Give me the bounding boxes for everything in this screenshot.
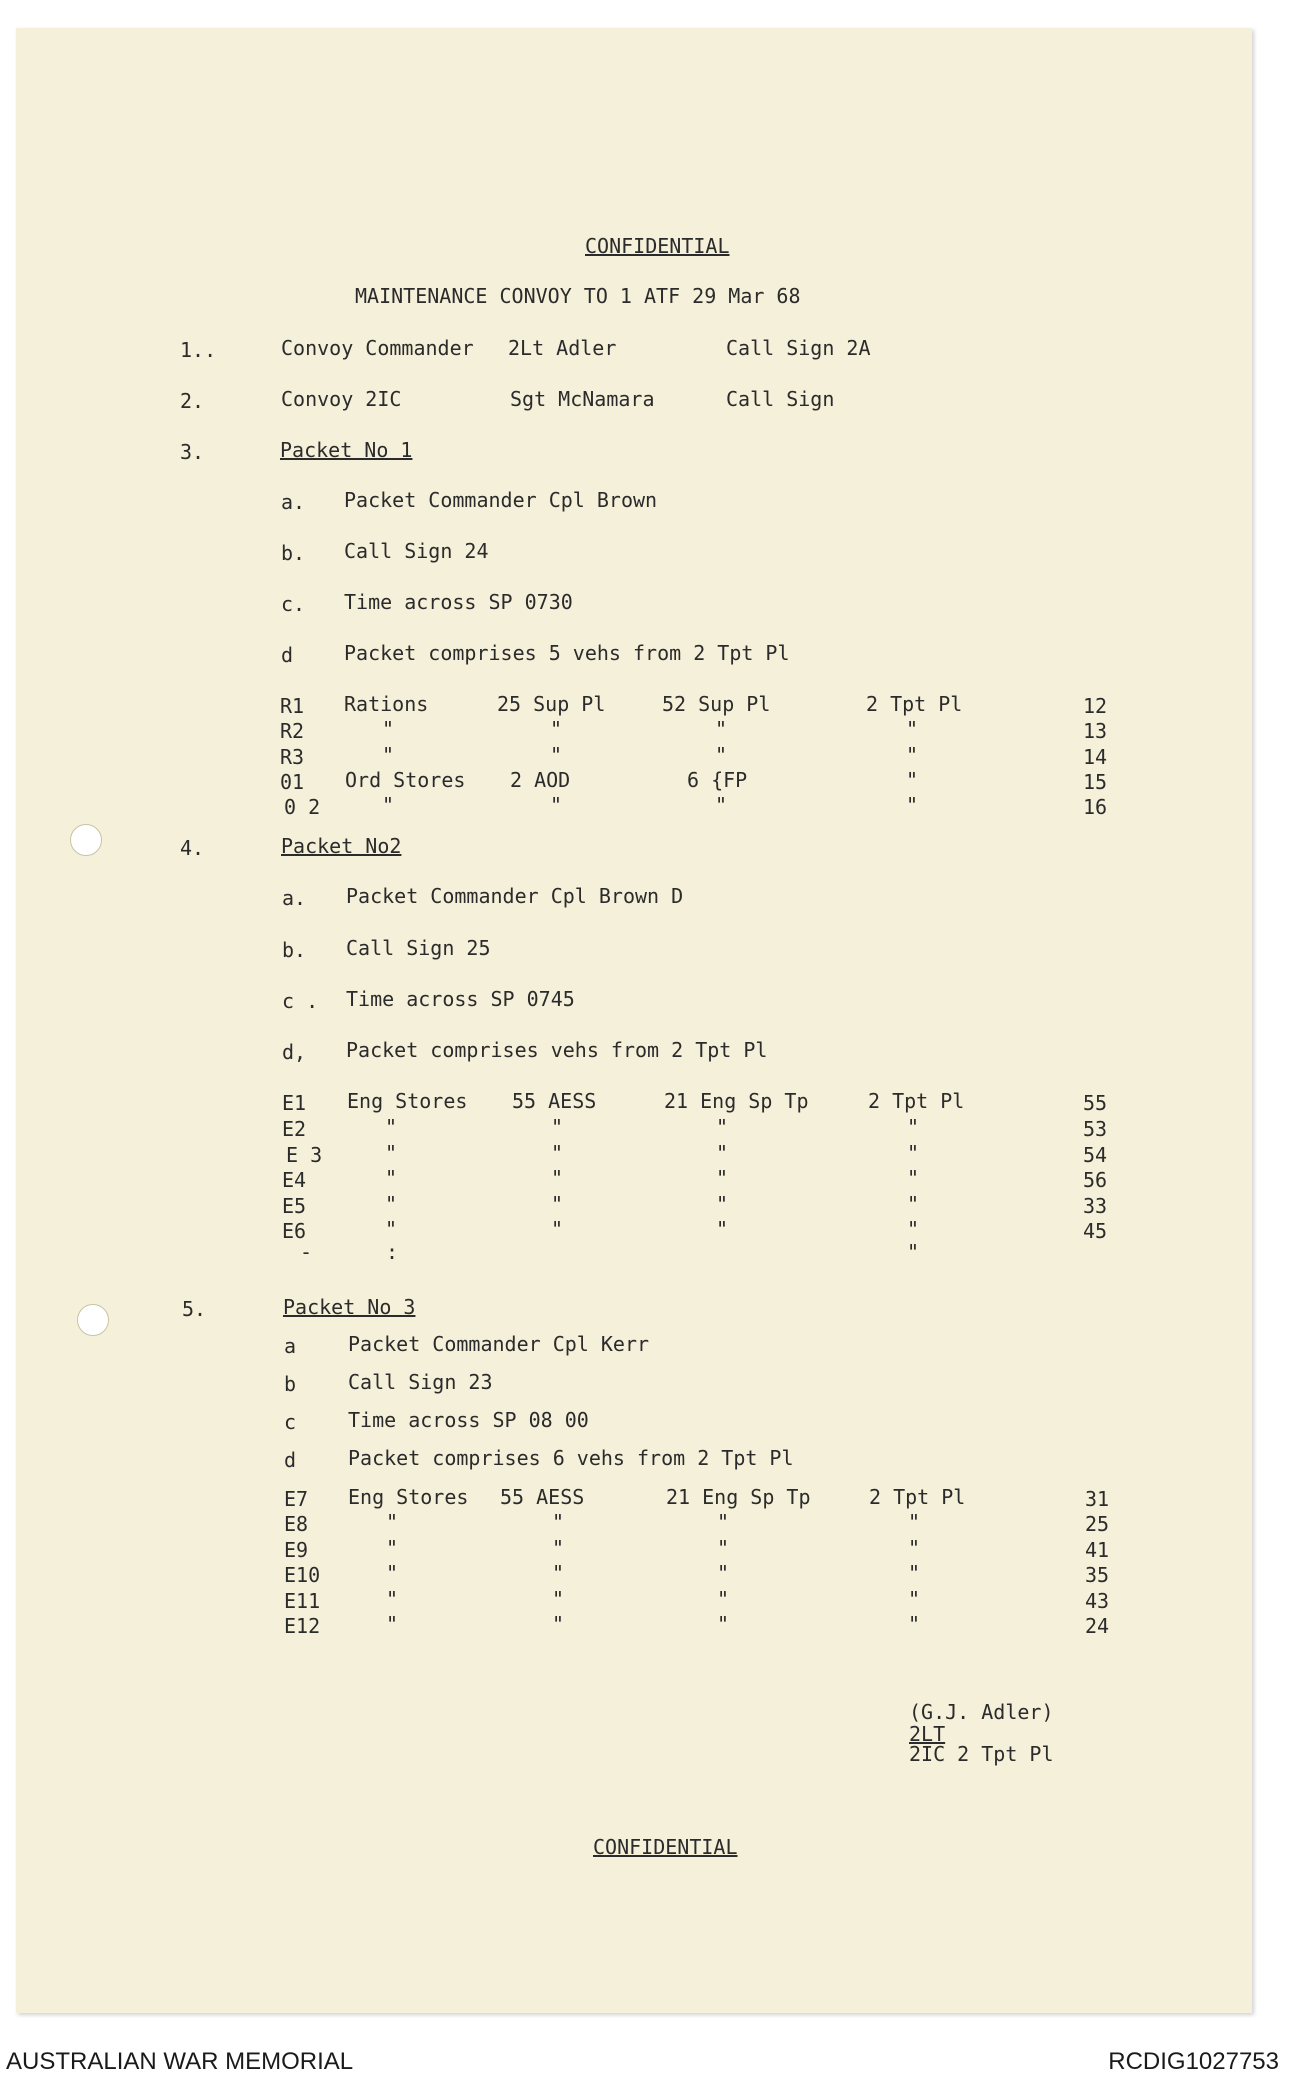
load-type: Ord Stores [345, 768, 466, 792]
veh-number: 35 [1085, 1563, 1110, 1587]
line-text: Time across SP 08 00 [348, 1408, 589, 1432]
section-number: 3. [180, 440, 205, 464]
document-title: MAINTENANCE CONVOY TO 1 ATF 29 Mar 68 [355, 284, 801, 308]
to-unit: 21 Eng Sp Tp [664, 1089, 809, 1113]
veh-number: 53 [1083, 1117, 1108, 1141]
line-letter: a. [281, 490, 306, 514]
load-type: Eng Stores [347, 1089, 468, 1113]
line-letter: d [284, 1448, 297, 1472]
to-unit: 52 Sup Pl [662, 692, 771, 716]
veh-id: E12 [284, 1614, 321, 1638]
tpt-unit: " [906, 793, 919, 817]
veh-number: 31 [1085, 1487, 1110, 1511]
line-text: Time across SP 0745 [346, 987, 575, 1011]
item-name: 2Lt Adler [508, 336, 617, 360]
to-unit: " [715, 793, 728, 817]
load-type: " [386, 1612, 399, 1636]
from-unit: " [552, 1587, 565, 1611]
line-letter: b. [281, 541, 306, 565]
from-unit: " [552, 1510, 565, 1534]
to-unit: " [717, 1561, 730, 1585]
to-unit: " [716, 1217, 729, 1241]
punch-hole [77, 1304, 109, 1336]
line-letter: a [284, 1334, 297, 1358]
line-text: Packet Commander Cpl Brown D [346, 884, 684, 908]
load-type: Eng Stores [348, 1485, 469, 1509]
item-call-sign: Call Sign 2A [726, 336, 871, 360]
veh-id: E5 [282, 1194, 307, 1218]
veh-id: E11 [284, 1589, 321, 1613]
line-text: Call Sign 24 [344, 539, 489, 563]
veh-number: 56 [1083, 1168, 1108, 1192]
load-type: " [386, 1536, 399, 1560]
line-text: Call Sign 25 [346, 936, 491, 960]
to-unit: " [716, 1166, 729, 1190]
to-unit: " [717, 1587, 730, 1611]
line-text: Packet Commander Cpl Kerr [348, 1332, 650, 1356]
load-type: " [386, 1561, 399, 1585]
veh-number: 33 [1083, 1194, 1108, 1218]
tpt-unit: " [908, 1612, 921, 1636]
veh-number: 14 [1083, 745, 1108, 769]
load-type: " [382, 743, 395, 767]
from-unit: 2 AOD [510, 768, 571, 792]
veh-number: 15 [1083, 770, 1108, 794]
tpt-unit: " [907, 1192, 920, 1216]
line-letter: b [284, 1372, 297, 1396]
tpt-unit: " [907, 1115, 920, 1139]
from-unit: " [551, 1115, 564, 1139]
tpt-unit: 2 Tpt Pl [866, 692, 963, 716]
veh-number: 43 [1085, 1589, 1110, 1613]
line-letter: b. [282, 938, 307, 962]
line-text: Packet comprises 6 vehs from 2 Tpt Pl [348, 1446, 794, 1470]
tpt-unit: " [908, 1536, 921, 1560]
tpt-unit: " [907, 1141, 920, 1165]
veh-id: E6 [282, 1219, 307, 1243]
packet-title: Packet No2 [281, 834, 402, 858]
tpt-unit: " [906, 768, 919, 792]
confidential-header: CONFIDENTIAL [585, 234, 730, 258]
section-number: 5. [182, 1297, 207, 1321]
packet-title: Packet No 3 [283, 1295, 416, 1319]
tpt-unit: " [907, 1217, 920, 1241]
item-number: 2. [180, 389, 205, 413]
packet-title: Packet No 1 [280, 438, 413, 462]
veh-id: E7 [284, 1487, 309, 1511]
load-type: Rations [344, 692, 429, 716]
veh-id: E1 [282, 1091, 307, 1115]
veh-id: E4 [282, 1168, 307, 1192]
veh-number: 12 [1083, 694, 1108, 718]
veh-number: 45 [1083, 1219, 1108, 1243]
from-unit: " [552, 1561, 565, 1585]
veh-number: 16 [1083, 795, 1108, 819]
load-type: " [385, 1115, 398, 1139]
document-page [16, 28, 1252, 2013]
to-unit: " [716, 1115, 729, 1139]
item-name: Sgt McNamara [510, 387, 655, 411]
veh-id: 0 2 [284, 795, 321, 819]
line-letter: c [284, 1410, 297, 1434]
signature-rank: 2LT [909, 1722, 946, 1746]
from-unit: " [552, 1612, 565, 1636]
tpt-unit: " [907, 1240, 920, 1264]
from-unit: 55 AESS [512, 1089, 597, 1113]
from-unit: " [550, 743, 563, 767]
to-unit: " [715, 717, 728, 741]
veh-number: 41 [1085, 1538, 1110, 1562]
load-type: " [386, 1587, 399, 1611]
from-unit: " [551, 1141, 564, 1165]
item-call-sign: Call Sign [726, 387, 835, 411]
tpt-unit: " [908, 1561, 921, 1585]
load-type: " [382, 717, 395, 741]
load-type: : [386, 1240, 399, 1264]
veh-id: E10 [284, 1563, 321, 1587]
signature-role: 2IC 2 Tpt Pl [909, 1742, 1054, 1766]
from-unit: " [552, 1536, 565, 1560]
item-label: Convoy 2IC [281, 387, 402, 411]
veh-id: R1 [280, 694, 305, 718]
veh-id: 01 [280, 770, 305, 794]
to-unit: " [717, 1536, 730, 1560]
tpt-unit: " [908, 1587, 921, 1611]
from-unit: 55 AESS [500, 1485, 585, 1509]
from-unit: " [550, 793, 563, 817]
veh-id: E2 [282, 1117, 307, 1141]
line-text: Call Sign 23 [348, 1370, 493, 1394]
veh-id: R3 [280, 745, 305, 769]
archive-institution: AUSTRALIAN WAR MEMORIAL [6, 2048, 354, 2075]
to-unit: 21 Eng Sp Tp [666, 1485, 811, 1509]
item-label: Convoy Commander [281, 336, 474, 360]
veh-id: E8 [284, 1512, 309, 1536]
line-text: Packet comprises vehs from 2 Tpt Pl [346, 1038, 768, 1062]
line-text: Time across SP 0730 [344, 590, 573, 614]
punch-hole [70, 824, 102, 856]
to-unit: " [717, 1612, 730, 1636]
from-unit: 25 Sup Pl [497, 692, 606, 716]
signature-name: (G.J. Adler) [909, 1700, 1054, 1724]
line-letter: a. [282, 886, 307, 910]
load-type: " [385, 1141, 398, 1165]
line-letter: d [281, 643, 294, 667]
load-type: " [386, 1510, 399, 1534]
from-unit: " [550, 717, 563, 741]
line-letter: c . [282, 989, 319, 1013]
veh-number: 55 [1083, 1091, 1108, 1115]
to-unit: " [715, 743, 728, 767]
line-letter: d, [282, 1040, 307, 1064]
from-unit: " [551, 1192, 564, 1216]
veh-number: 54 [1083, 1143, 1108, 1167]
tpt-unit: " [906, 717, 919, 741]
load-type: " [385, 1217, 398, 1241]
load-type: " [385, 1166, 398, 1190]
load-type: " [382, 793, 395, 817]
veh-number: 13 [1083, 719, 1108, 743]
veh-id: E 3 [286, 1143, 323, 1167]
veh-id: E9 [284, 1538, 309, 1562]
item-number: 1.. [180, 338, 217, 362]
line-text: Packet Commander Cpl Brown [344, 488, 658, 512]
confidential-footer: CONFIDENTIAL [593, 1835, 738, 1859]
load-type: " [385, 1192, 398, 1216]
tpt-unit: " [908, 1510, 921, 1534]
veh-id: R2 [280, 719, 305, 743]
tpt-unit: 2 Tpt Pl [869, 1485, 966, 1509]
veh-number: 24 [1085, 1614, 1110, 1638]
veh-id: - [300, 1240, 313, 1264]
to-unit: " [716, 1192, 729, 1216]
tpt-unit: " [906, 743, 919, 767]
tpt-unit: " [907, 1166, 920, 1190]
archive-reference: RCDIG1027753 [1108, 2048, 1279, 2075]
to-unit: " [716, 1141, 729, 1165]
tpt-unit: 2 Tpt Pl [868, 1089, 965, 1113]
from-unit: " [551, 1166, 564, 1190]
from-unit: " [551, 1217, 564, 1241]
line-text: Packet comprises 5 vehs from 2 Tpt Pl [344, 641, 790, 665]
line-letter: c. [281, 592, 306, 616]
to-unit: 6 {FP [687, 768, 748, 792]
to-unit: " [717, 1510, 730, 1534]
section-number: 4. [180, 836, 205, 860]
veh-number: 25 [1085, 1512, 1110, 1536]
